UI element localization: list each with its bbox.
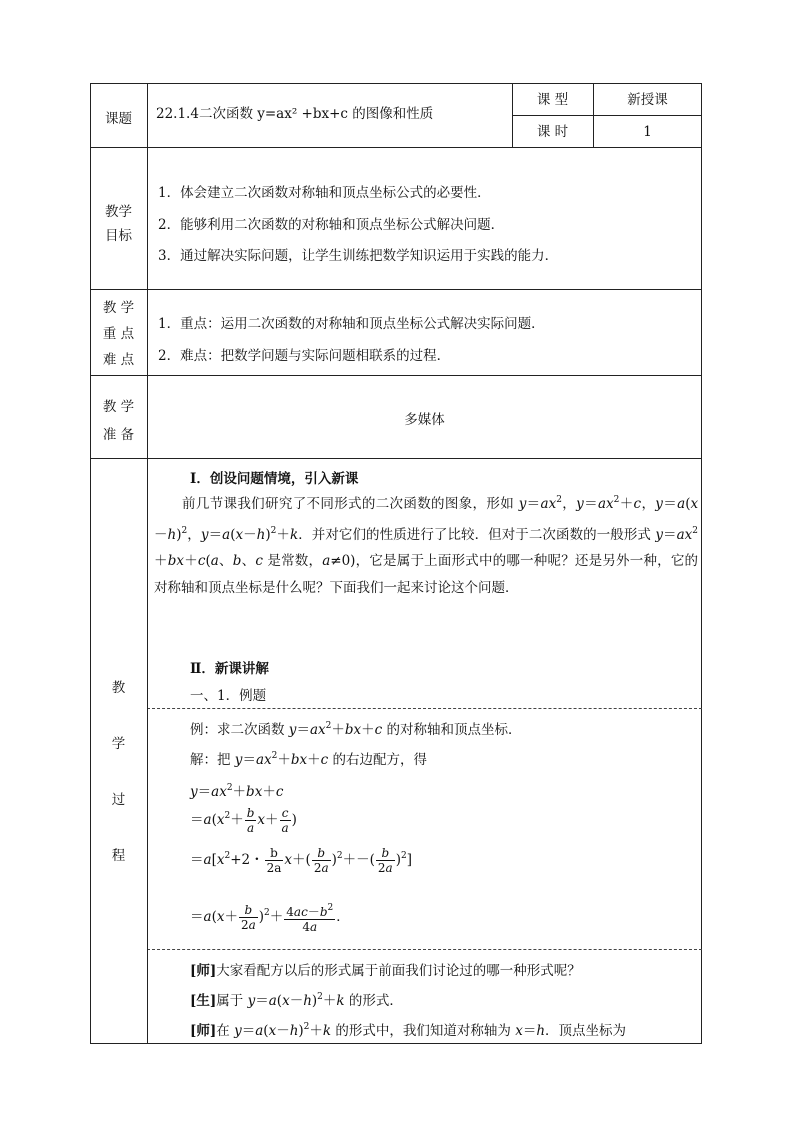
formula-line: $=a[x^2+2$・ $\frac{b}{2a}$ x＋( $\frac{b}{2a}$ )$^2$＋－( $\frac{b}{2a}$ )$^2$]	[190, 846, 412, 875]
section-divider	[147, 949, 702, 950]
formula-line: ＝a(x＋ $\frac{b}{2a}$ )$^2$＋ $\frac{4ac-b^2}{4a}$ ．	[190, 903, 350, 934]
goals-label: 教学 目标	[105, 204, 132, 244]
dialog-student: [生]属于 $y=a(x-h)^2+k$ 的形式．	[190, 992, 403, 1009]
row-divider	[512, 115, 702, 116]
lesson-plan-table	[90, 83, 702, 1044]
keypoint-item: 1．重点：运用二次函数的对称轴和顶点坐标公式解决实际问题．	[158, 316, 545, 332]
process-label: 教 学 过 程	[111, 680, 126, 864]
intro-paragraph: 前几节课我们研究了不同形式的二次函数的图象，形如 $y=ax^2$，$y=ax^2+c$，$y=a(x-h)^2$，$y=a(x-h)^2+k$．并对它们的性质进行了比较．但对于二次函数的一般形式 $y=ax^2+bx+c(a$、b、c 是常数，a≠0)，它是属于上面形式中的哪一种呢？还是另外一种，它的对称轴和顶点坐标是什么呢？下面我们一起来讨论这个问题．	[154, 495, 699, 596]
type-label: 课 型	[536, 92, 569, 108]
section2-title: Ⅱ．新课讲解	[190, 661, 269, 677]
type-value: 新授课	[627, 92, 668, 108]
hours-value: 1	[643, 124, 652, 140]
column-divider	[147, 83, 148, 1044]
topic-label: 课题	[105, 111, 132, 127]
goal-item: 1．体会建立二次函数对称轴和顶点坐标公式的必要性．	[158, 185, 491, 201]
dialog-teacher: [师]在 $y=a(x-h)^2+k$ 的形式中，我们知道对称轴为 x＝h．顶点坐标为	[190, 1022, 627, 1039]
solution-intro: 解：把 $y=ax^2+bx+c$ 的右边配方，得	[190, 751, 427, 768]
dialog-teacher: [师]大家看配方以后的形式属于前面我们讨论过的哪一种形式呢？	[190, 963, 581, 979]
hours-label: 课 时	[536, 124, 569, 140]
row-divider	[90, 375, 702, 376]
prep-label: 教 学 准 备	[102, 399, 135, 443]
goal-item: 3．通过解决实际问题，让学生训练把数学知识运用于实践的能力．	[158, 248, 559, 264]
topic-value: 22.1.4二次函数 y=ax² +bx+c 的图像和性质	[156, 106, 434, 122]
goal-item: 2．能够利用二次函数的对称轴和顶点坐标公式解决问题．	[158, 217, 505, 233]
prep-value: 多媒体	[404, 412, 445, 428]
row-divider	[90, 289, 702, 290]
section1-title: Ⅰ．创设问题情境，引入新课	[190, 471, 359, 487]
keypoint-item: 2．难点：把数学问题与实际问题相联系的过程．	[158, 348, 451, 364]
example-question: 例：求二次函数 $y=ax^2+bx+c$ 的对称轴和顶点坐标．	[190, 721, 522, 738]
formula-line: $=a(x^2+$ $\frac{b}{a}$ x＋ $\frac{c}{a}$ )	[190, 806, 297, 835]
row-divider	[90, 147, 702, 148]
row-divider	[90, 458, 702, 459]
sub-title: 一、1．例题	[190, 688, 267, 704]
section-divider	[147, 708, 702, 709]
formula-line: $y=ax^2+bx+c$	[190, 783, 284, 800]
keypoints-label: 教 学 重 点 难 点	[102, 300, 135, 368]
